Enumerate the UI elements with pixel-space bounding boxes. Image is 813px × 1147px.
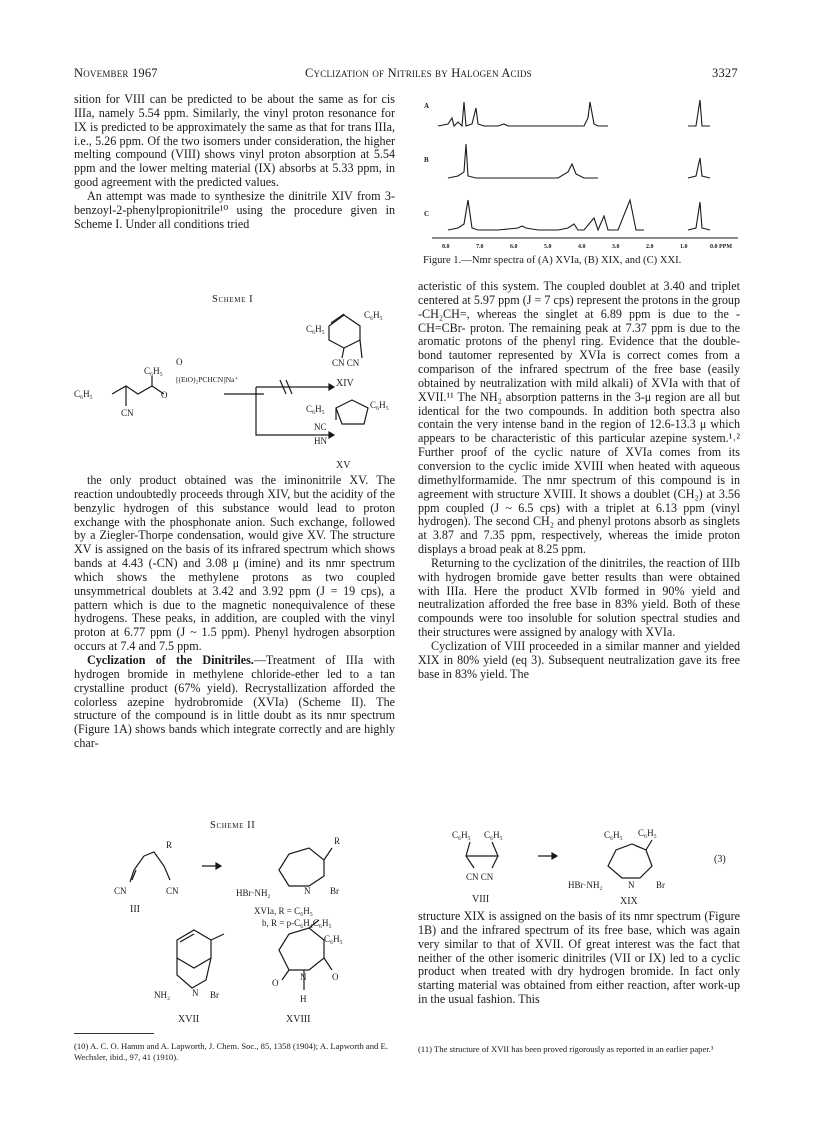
- compound-label-xvia: XVIa, R = C₆H₅: [254, 906, 313, 916]
- scheme-1-label: C₆H₅: [144, 366, 163, 376]
- panel-label-a: A: [424, 102, 430, 110]
- nmr-trace-b-tms: [688, 158, 710, 178]
- scheme-2-label: N: [192, 988, 199, 998]
- scheme-1-label: HN: [314, 436, 327, 446]
- axis-tick: 1.0: [680, 244, 688, 250]
- scheme-2-label: N: [300, 972, 307, 982]
- compound-label-xvii: XVII: [178, 1014, 200, 1025]
- scheme-2-label: NH₂: [154, 990, 171, 1000]
- axis-tick: 3.0: [612, 244, 620, 250]
- compound-label-xix: XIX: [620, 896, 638, 907]
- scheme-2-label: O: [332, 972, 339, 982]
- paragraph: sition for VIII can be predicted to be about the same as for cis IIIa, namely 5.54 ppm. Similarly, the vinyl proton resonance for IX is predicted to be approximately the same as that for trans IIIa, i.e., 5.26 ppm. Of the two isomers under consideration, the higher melting compound (VIII) shows vinyl proton absorption at 5.54 ppm and the lower melting material (IX) absorbs at 5.33 ppm, in good agreement with the predicted values.: [74, 92, 395, 190]
- paragraph: Returning to the cyclization of the dinitriles, the reaction of IIIb with hydrogen bromide gave better results than were obtained with IIIa. Here the product XVIb formed in 90% yield and neutralization afforded the free base in 83% yield. Both of these compounds were too insoluble for solution spectral studies and their structures were assigned by analogy with XVIa.: [418, 555, 740, 640]
- nmr-trace-a-tms: [688, 100, 710, 126]
- scheme-2-label: O: [272, 978, 279, 988]
- right-column-bottom: [418, 910, 740, 1007]
- compound-label-xiv: XIV: [336, 378, 354, 389]
- scheme-2-label: H: [300, 994, 307, 1004]
- compound-label-iii: III: [130, 904, 140, 915]
- scheme-2-title: Scheme II: [210, 820, 256, 831]
- compound-label-xv: XV: [336, 460, 351, 471]
- eq-label: C₆H₅: [452, 830, 471, 840]
- axis-tick: 5.0: [544, 244, 552, 250]
- panel-label-c: C: [424, 210, 430, 218]
- compound-label-xvib: b, R = p-C₆H₄C₆H₅: [262, 918, 332, 928]
- page-number: 3327: [712, 66, 738, 80]
- eq-label: N: [628, 880, 635, 890]
- scheme-1-label: C₆H₅: [364, 310, 383, 320]
- eq-label: CN CN: [466, 872, 494, 882]
- nmr-trace-c: [448, 200, 644, 230]
- equation-3-structures: [418, 826, 742, 906]
- section-heading: Cyclization of the Dinitriles.: [87, 652, 254, 667]
- axis-tick: 2.0: [646, 244, 654, 250]
- scheme-1-label: C₆H₅: [74, 389, 93, 399]
- footnote-11: (11) The structure of XVII has been proved rigorously as reported in an earlier paper.³: [418, 1044, 714, 1054]
- scheme-2-label: Br: [330, 886, 339, 896]
- equation-number: (3): [714, 854, 726, 865]
- nmr-trace-c-tms: [688, 202, 710, 230]
- scheme-1-structures: [74, 290, 404, 470]
- paragraph-text: —Treatment of IIIa with hydrogen bromide in methylene chloride-ether led to a tan crystalline product (67% yield). Recrystallization afforded the colorless azepine hydrobromide (XVIa) (Scheme II). The structure of the compound is in little doubt as its nmr spectrum (Figure 1A) shows bands which integrate correctly and are highly char-: [74, 652, 395, 751]
- left-column-middle: [74, 474, 395, 751]
- paragraph: [74, 654, 395, 751]
- scheme-2-label: C₆H₅: [324, 934, 343, 944]
- paragraph: An attempt was made to synthesize the dinitrile XIV from 3-benzoyl-2-phenylpropionitrile¹⁰ using the procedure given in Scheme I. Under all conditions tried: [74, 188, 395, 231]
- scheme-1-label: C₆H₅: [306, 324, 325, 334]
- scheme-1-title: Scheme I: [212, 294, 254, 305]
- nmr-figure: [418, 88, 742, 252]
- scheme-2-label: R: [334, 836, 341, 846]
- nmr-trace-b: [448, 144, 598, 178]
- scheme-1-reagent-top: O: [176, 357, 183, 367]
- paragraph: structure XIX is assigned on the basis of its nmr spectrum (Figure 1B) and the infrared spectrum of its free base, which was again very similar to that of XVII. Of great interest was the fact that neither of the other isomeric dinitriles (VII or IX) led to a cyclic product when treated with dry hydrogen bromide. In fact only starting material was obtained from either reaction, after work-up in the usual fashion. This: [418, 909, 740, 1007]
- compound-label-xviii: XVIII: [286, 1014, 311, 1025]
- scheme-2-label: HBr·NH₂: [236, 888, 271, 898]
- axis-tick: 7.0: [476, 244, 484, 250]
- eq-label: C₆H₅: [638, 828, 657, 838]
- paragraph: acteristic of this system. The coupled doublet at 3.40 and triplet centered at 5.97 ppm (J = 7 cps) represent the protons in the group -CH₂CH=, whereas the singlet at 6.89 ppm is due to the -CH=CBr- proton. The remaining peak at 7.37 ppm is due to the aromatic protons of the phenyl ring. Evidence that the double-bond tautomer represented by XVIa is correct comes from a comparison of the infrared spectrum of the free base (easily obtained by neutralization with mild alkali) of XVIa with that of XVII.¹¹ The NH₂ absorption patterns in the 3-μ region are all but identical for the two compounds. In addition both spectra also contain the very intense band in the region of 12.6-13.3 μ which appears to be characteristic of this particular azepine system.¹˒² Further proof of the cyclic nature of XVIa comes from its conversion to the cyclic imide XVIII when heated with aqueous dimethylformamide. The nmr spectrum of this compound is in agreement with structure XVIII. It shows a doublet (CH₂) at 3.56 ppm coupled (J ~ 6.5 cps) with a triplet at 6.13 ppm (vinyl hydrogen). The second CH₂ and phenyl protons absorb as singlets at 3.87 and 7.35 ppm, respectively, whereas the imide proton displays a broad peak at 8.25 ppm.: [418, 279, 740, 557]
- panel-label-b: B: [424, 156, 429, 164]
- paragraph: Cyclization of VIII proceeded in a similar manner and yielded XIX in 80% yield (eq 3). Subsequent neutralization gave its free base in 83% yield. The: [418, 638, 740, 681]
- scheme-2-label: CN: [166, 886, 179, 896]
- scheme-2-label: N: [304, 886, 311, 896]
- axis-tick: 0.0 PPM: [710, 244, 732, 250]
- nmr-trace-a: [438, 102, 608, 126]
- eq-label: C₆H₅: [484, 830, 503, 840]
- axis-tick: 6.0: [510, 244, 518, 250]
- left-column-top: [74, 93, 395, 231]
- footnote-10: (10) A. C. O. Hamm and A. Lapworth, J. Chem. Soc., 85, 1358 (1904); A. Lapworth and E. Wechsler, ibid., 97, 41 (1910).: [74, 1041, 388, 1062]
- scheme-2-label: Br: [210, 990, 219, 1000]
- scheme-2-label: CN: [114, 886, 127, 896]
- footnote-rule: [74, 1033, 154, 1034]
- running-header-date: November 1967: [74, 66, 158, 80]
- scheme-1-label: C₆H₅: [306, 404, 325, 414]
- scheme-2-structures: [74, 830, 404, 1030]
- scheme-1-label: O: [161, 390, 168, 400]
- figure-caption: Figure 1.—Nmr spectra of (A) XVIa, (B) XIX, and (C) XXI.: [423, 255, 682, 266]
- paragraph: the only product obtained was the iminonitrile XV. The reaction undoubtedly proceeds through XIV, but the acidity of the benzylic hydrogen of this substance would lead to proton exchange with the phosphonate anion. Such exchange, followed by a Ziegler-Thorpe condensation, would give XV. The structure XV is assigned on the basis of its infrared spectrum which shows bands at 4.43 (-CN) and 3.08 μ (imine) and its nmr spectrum which shows the methylene protons as two coupled unsymmetrical doublets at 3.42 and 3.92 ppm (J = 19 cps), a pattern which is due to the magnetic nonequivalence of these hydrogens. These peaks, in addition, are coupled with the vinyl proton at 6.77 ppm (J ~ 1.5 ppm). Phenyl hydrogen absorption occurs at 7.4 and 7.5 ppm.: [74, 473, 395, 654]
- scheme-1-label: CN: [121, 408, 134, 418]
- scheme-1-label: C₆H₅: [370, 400, 389, 410]
- scheme-1-label: NC: [314, 422, 327, 432]
- axis-tick: 8.0: [442, 244, 450, 250]
- eq-label: C₆H₅: [604, 830, 623, 840]
- eq-label: HBr·NH₂: [568, 880, 603, 890]
- scheme-1-reagent: [(EtO)₂PCHCN]Na⁺: [176, 375, 239, 384]
- axis-tick: 4.0: [578, 244, 586, 250]
- eq-label: Br: [656, 880, 665, 890]
- scheme-2-label: R: [166, 840, 173, 850]
- scheme-1-label: CN CN: [332, 358, 360, 368]
- running-header-title: Cyclization of Nitriles by Halogen Acids: [305, 66, 532, 80]
- compound-label-viii: VIII: [472, 894, 490, 905]
- right-column-top: [418, 280, 740, 681]
